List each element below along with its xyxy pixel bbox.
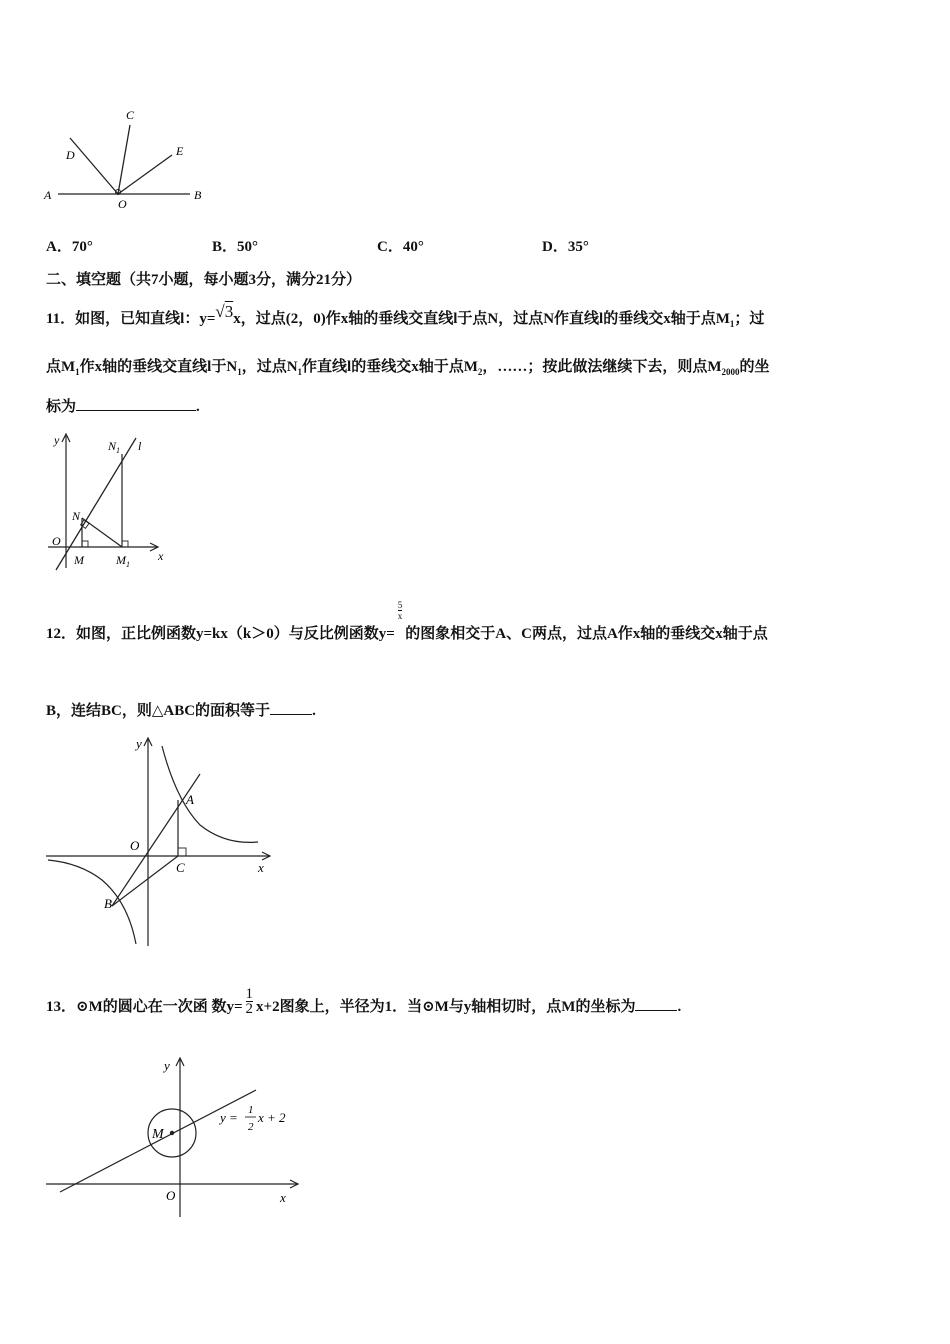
- q13-line1: [46, 986, 682, 1022]
- label-N1-sub: 1: [116, 446, 121, 455]
- label-N1-main: N: [108, 439, 117, 453]
- q13-fraction: [246, 987, 254, 1016]
- figure-q11-graph: [40, 428, 180, 576]
- q12-text: B，连结BC，则△ABC的面积等于: [46, 703, 271, 719]
- q12-text: .: [312, 703, 316, 719]
- q12-text: 的图象相交于A、C两点，过点A作x轴的垂线交x轴于点: [405, 626, 768, 642]
- q13-text: .: [677, 998, 682, 1015]
- label-E: E: [176, 144, 184, 158]
- label-x: x: [158, 549, 164, 563]
- q11-text: ；过: [734, 311, 765, 327]
- figure-q13-graph: [40, 1052, 310, 1222]
- option-a: A．70°: [46, 239, 93, 255]
- q11-text: x，过点(2，0)作x轴的垂线交直线l于点N，过点N作直线l的垂线交x轴于点M: [233, 311, 730, 327]
- q11-sub: 2: [477, 367, 483, 377]
- q11-text: ，过点N: [241, 359, 298, 375]
- section-heading: 二、填空题（共7小题，每小题3分，满分21分）: [46, 272, 362, 288]
- figure-angle-diagram: [40, 105, 220, 215]
- label-O: O: [52, 534, 61, 548]
- q11-sub: 1: [237, 367, 242, 377]
- label-O: O: [166, 1188, 176, 1203]
- q11-sub: 1: [297, 367, 303, 377]
- q11-sub: 1: [729, 319, 735, 329]
- label-O: O: [118, 197, 127, 211]
- q13-text: x+2图象上，半径为1．当⊙M与y轴相切时，点M的坐标为: [256, 998, 636, 1015]
- label-eq-num: 1: [248, 1104, 254, 1116]
- q11-text: 作x轴的垂线交直线l于N: [79, 359, 238, 375]
- label-M: M: [74, 553, 84, 567]
- label-C: C: [176, 860, 185, 875]
- label-M1: [115, 553, 130, 569]
- option-d: D．35°: [542, 239, 589, 255]
- frac-den: 2: [245, 1001, 254, 1017]
- label-D: D: [66, 148, 75, 162]
- q11-sub: 2000: [721, 367, 740, 377]
- option-c: C．40°: [377, 239, 424, 255]
- q11-text: 11．如图，已知直线l：y=: [46, 311, 216, 327]
- figure-q12-graph: [40, 730, 280, 950]
- q11-text: 点M: [46, 359, 76, 375]
- q11-text: 的坐: [739, 359, 770, 375]
- q12-line2: [46, 700, 316, 721]
- q11-line2: [46, 357, 770, 382]
- q12-line1: [46, 600, 768, 645]
- label-x: x: [258, 860, 264, 875]
- q12-text: 12．如图，正比例函数y=kx（k＞0）与反比例函数y=: [46, 626, 395, 642]
- label-eq-prefix: y =: [220, 1110, 238, 1125]
- label-B: B: [104, 896, 112, 911]
- label-x: x: [280, 1190, 286, 1205]
- q11-line3: [46, 396, 200, 417]
- q11-sqrt: 3: [224, 302, 234, 321]
- q12-fraction: [398, 600, 403, 621]
- label-C: C: [126, 108, 135, 122]
- q11-line1: 11．如图，已知直线l：y=√3x，过点(2，0)作x轴的垂线交直线l于点N，过点N作直线l的垂线交x轴于点$M_1$；过: [46, 302, 765, 329]
- frac-num: 5: [397, 600, 403, 611]
- label-A: A: [186, 792, 194, 807]
- answer-blank[interactable]: [270, 700, 312, 715]
- q11-text: 作直线l的垂线交x轴于点M: [302, 359, 478, 375]
- label-eq-suffix: x + 2: [258, 1110, 286, 1125]
- label-B: B: [194, 188, 202, 202]
- frac-den: x: [397, 611, 403, 622]
- label-y: y: [164, 1058, 170, 1073]
- label-O: O: [130, 838, 140, 853]
- label-y: y: [54, 433, 60, 447]
- label-M1-sub: 1: [126, 560, 130, 569]
- option-b: B．50°: [212, 239, 259, 255]
- q11-text: ，……；按此做法继续下去，则点M: [482, 359, 722, 375]
- label-M1-main: M: [116, 553, 126, 567]
- q11-sub: 1: [75, 367, 80, 377]
- label-l: l: [138, 439, 142, 453]
- label-y: y: [136, 736, 142, 751]
- label-N1: [107, 439, 120, 455]
- label-eq-den: 2: [248, 1121, 254, 1133]
- label-A: A: [44, 188, 52, 202]
- q11-text: 标为: [46, 399, 77, 415]
- label-M: M: [152, 1127, 164, 1142]
- q13-text: 13．⊙M的圆心在一次函 数y=: [46, 998, 243, 1015]
- q11-text: .: [196, 399, 200, 415]
- answer-blank[interactable]: [635, 996, 677, 1011]
- label-N: N: [72, 509, 81, 523]
- frac-num: 1: [245, 986, 254, 1002]
- answer-blank[interactable]: [76, 396, 196, 411]
